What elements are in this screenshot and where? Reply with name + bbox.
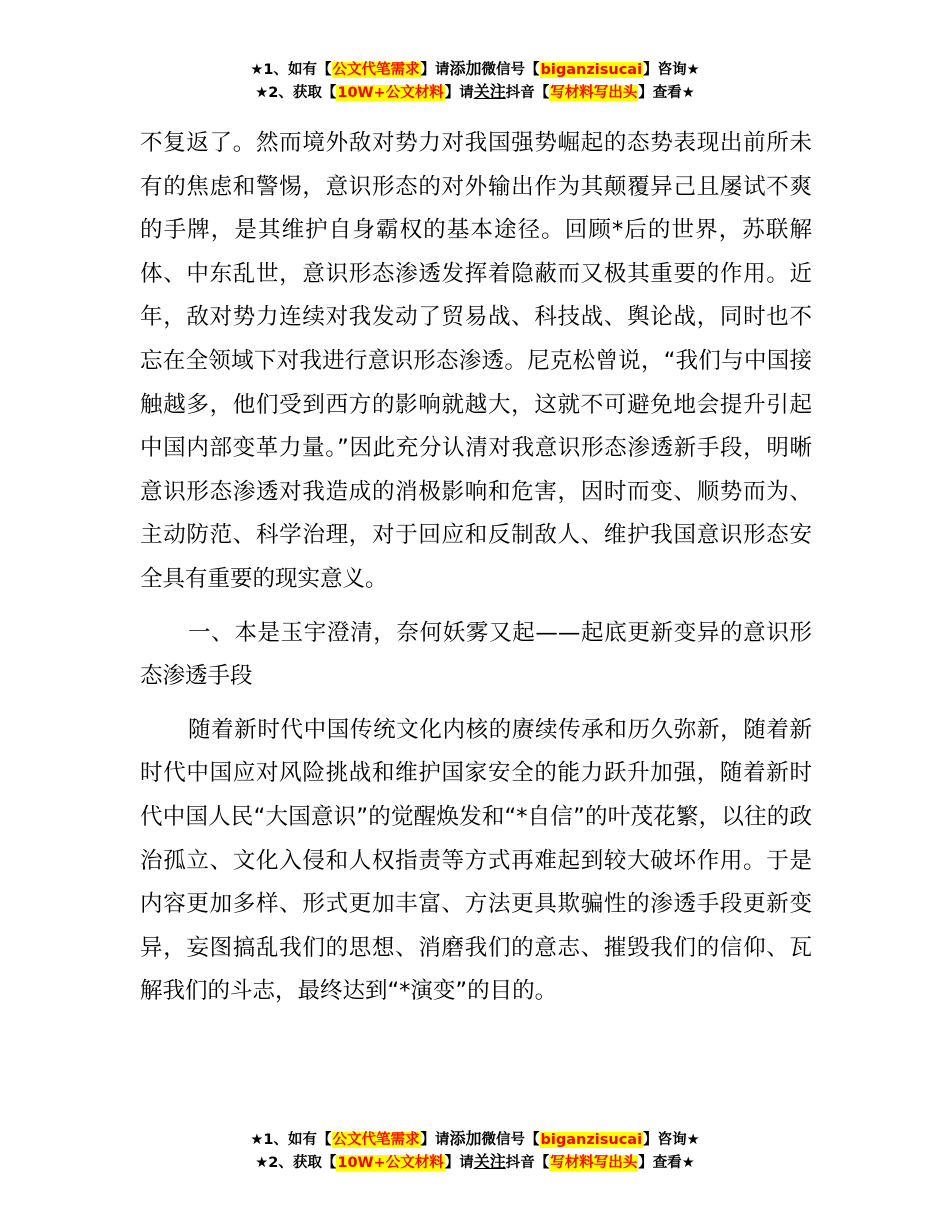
banner-text: 抖音【 [505,1155,550,1171]
banner-text: 】请 [444,85,474,101]
banner-text: 抖音【 [505,85,550,101]
banner-text: 】请 [420,62,450,78]
banner-text: 】咨询★ [643,62,700,78]
highlight-tag: 10W+公文材料 [337,1155,444,1171]
banner-text: 】咨询★ [643,1132,700,1148]
banner-line-1 [0,58,950,81]
banner-text: 微信号【 [481,62,540,78]
banner-text: 】查看★ [638,85,695,101]
banner-line-2 [0,1151,950,1174]
banner-line-1 [0,1128,950,1151]
banner-text: ★1、如有【 [250,1132,332,1148]
banner-emphasis: 添加 [449,1129,482,1148]
banner-emphasis: 关注 [473,82,506,101]
douyin-id-tag: 写材料写出头 [550,85,638,101]
banner-emphasis: 添加 [449,59,482,78]
banner-text: ★1、如有【 [250,62,332,78]
banner-text: 】请 [420,1132,450,1148]
banner-text: ★2、获取【 [255,1155,337,1171]
banner-line-2 [0,81,950,104]
douyin-id-tag: 写材料写出头 [550,1155,638,1171]
body-paragraph: 随着新时代中国传统文化内核的赓续传承和历久弥新，随着新时代中国应对风险挑战和维护国家安全的能力跃升加强，随着新时代中国人民“大国意识”的觉醒焕发和“*自信”的叶茂花繁，以往的政治孤立、文化入侵和人权指责等方式再难起到较大破坏作用。于是内容更加多样、形式更加丰富、方法更具欺骗性的渗透手段更新变异，妄图搞乱我们的思想、消磨我们的意志、摧毁我们的信仰、瓦解我们的斗志，最终达到“*演变”的目的。 [140,716,812,1005]
document-body [140,122,812,1014]
section-heading: 一、本是玉宇澄清，奈何妖雾又起——起底更新变异的意识形态渗透手段 [140,619,812,690]
banner-emphasis: 关注 [473,1152,506,1171]
banner-text: 】请 [444,1155,474,1171]
highlight-tag: 公文代笔需求 [332,1132,420,1148]
banner-text: ★2、获取【 [255,85,337,101]
highlight-tag: 10W+公文材料 [337,85,444,101]
footer-banner [0,1128,950,1174]
banner-text: 微信号【 [481,1132,540,1148]
wechat-id-tag: biganzisucai [540,1132,643,1148]
banner-text: 】查看★ [638,1155,695,1171]
highlight-tag: 公文代笔需求 [332,62,420,78]
body-paragraph: 不复返了。然而境外敌对势力对我国强势崛起的态势表现出前所未有的焦虑和警惕，意识形态的对外输出作为其颠覆异己且屡试不爽的手牌，是其维护自身霸权的基本途径。回顾*后的世界，苏联解体、中东乱世，意识形态渗透发挥着隐蔽而又极其重要的作用。近年，敌对势力连续对我发动了贸易战、科技战、舆论战，同时也不忘在全领域下对我进行意识形态渗透。尼克松曾说，“我们与中国接触越多，他们受到西方的影响就越大，这就不可避免地会提升引起中国内部变革力量。”因此充分认清对我意识形态渗透新手段，明晰意识形态渗透对我造成的消极影响和危害，因时而变、顺势而为、主动防范、科学治理，对于回应和反制敌人、维护我国意识形态安全具有重要的现实意义。 [140,130,812,592]
header-banner [0,58,950,104]
wechat-id-tag: biganzisucai [540,62,643,78]
